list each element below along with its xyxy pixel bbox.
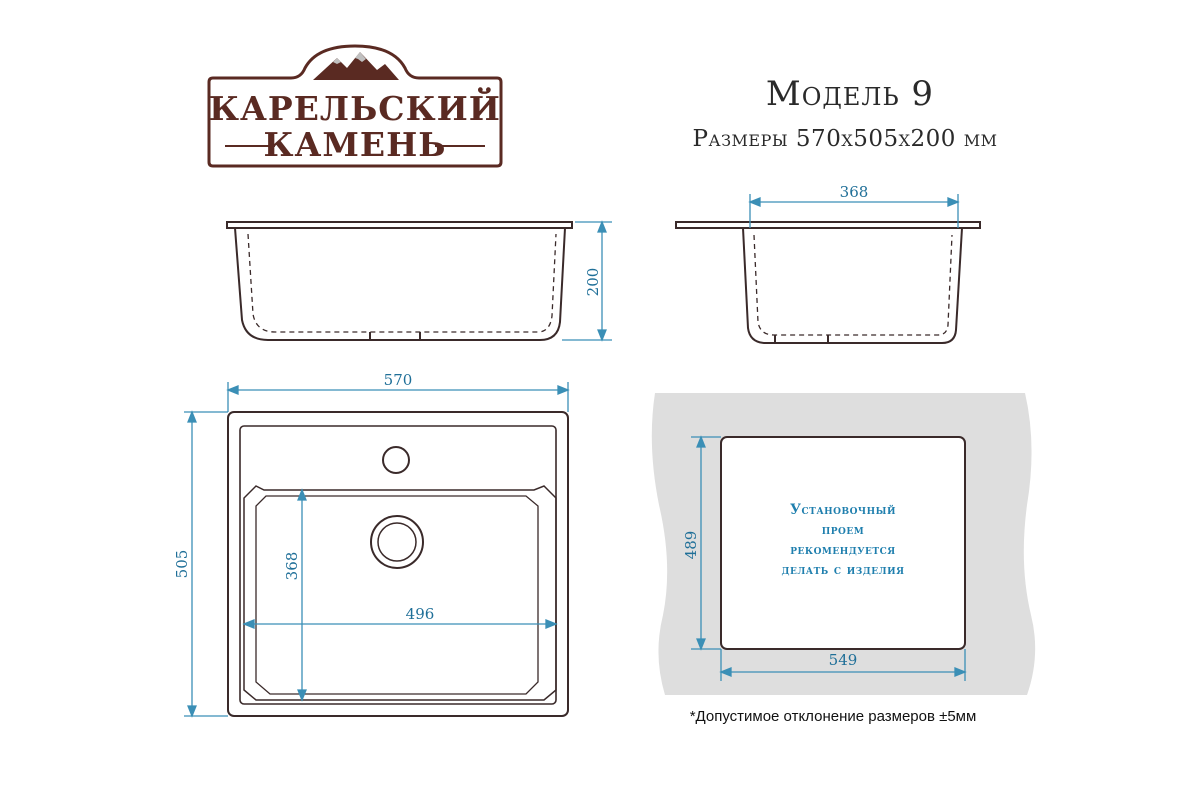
top-depth-label: 505 xyxy=(173,549,191,579)
bowl-outline xyxy=(244,486,556,700)
top-width-label: 570 xyxy=(383,371,413,389)
top-view-drawing xyxy=(170,368,600,728)
front-width-label: 368 xyxy=(839,183,869,201)
side-view-outline xyxy=(235,228,565,340)
height-arrow-top xyxy=(598,222,606,232)
tap-hole xyxy=(383,447,409,473)
bowl-width-arrow-left xyxy=(244,620,254,628)
side-view-inner xyxy=(248,234,556,332)
top-depth-arrow-top xyxy=(188,412,196,422)
front-width-arrow-left xyxy=(750,198,760,206)
bowl-depth-arrow-bottom xyxy=(298,690,306,700)
bowl-width-label: 496 xyxy=(405,605,435,623)
front-view-outline xyxy=(743,228,962,343)
front-view-inner xyxy=(754,235,952,335)
cutout-text-line2: проем xyxy=(821,522,865,538)
brand-logo xyxy=(205,40,505,170)
model-title: Модель 9 xyxy=(765,74,935,114)
side-view-rim xyxy=(227,222,572,228)
drain-outer xyxy=(371,516,423,568)
bowl-inner xyxy=(256,496,538,694)
cutout-view-drawing xyxy=(645,385,1045,705)
cutout-text-line4: делать с изделия xyxy=(781,562,905,578)
cutout-text-line1: Установочный xyxy=(790,502,896,518)
cutout-text-line3: рекомендуется xyxy=(790,542,896,558)
cutout-width-label: 549 xyxy=(828,651,858,669)
cutout-height-label: 489 xyxy=(682,530,700,560)
top-view-outer xyxy=(228,412,568,716)
front-width-arrow-right xyxy=(948,198,958,206)
brand-line2: КАМЕНЬ xyxy=(263,125,447,164)
side-view-drawing xyxy=(220,210,620,360)
top-depth-arrow-bottom xyxy=(188,706,196,716)
height-label: 200 xyxy=(584,267,602,297)
front-view-rim xyxy=(676,222,980,228)
top-width-arrow-right xyxy=(558,386,568,394)
bowl-depth-arrow-top xyxy=(298,490,306,500)
bowl-width-arrow-right xyxy=(546,620,556,628)
height-arrow-bottom xyxy=(598,330,606,340)
top-width-arrow-left xyxy=(228,386,238,394)
front-view-drawing xyxy=(670,180,990,360)
brand-line1: КАРЕЛЬСКИЙ xyxy=(209,89,501,128)
drain-inner xyxy=(378,523,416,561)
bowl-depth-label: 368 xyxy=(283,551,301,581)
model-dimensions: Размеры 570x505x200 мм xyxy=(692,126,998,152)
tolerance-note: *Допустимое отклонение размеров ±5мм xyxy=(689,708,977,725)
